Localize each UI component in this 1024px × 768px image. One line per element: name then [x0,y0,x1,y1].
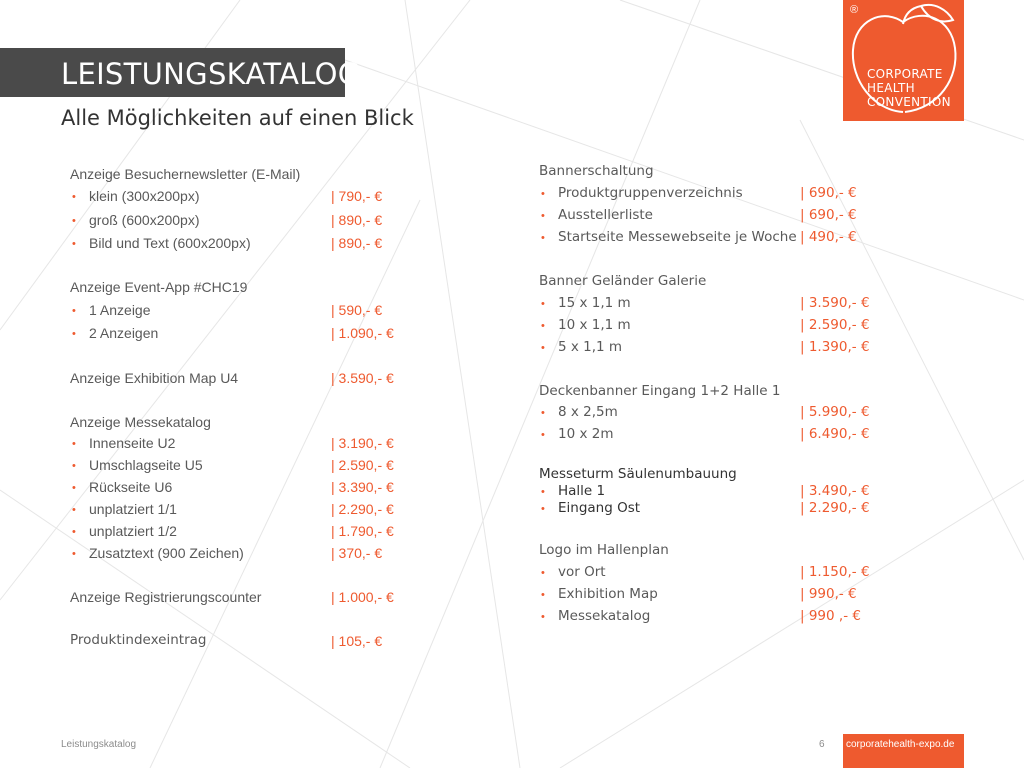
bullet: • [72,548,76,560]
item-label: Zusatztext (900 Zeichen) [89,545,244,561]
item-price: | 990,- € [800,586,857,602]
item-price: | 1.150,- € [800,564,870,580]
item-price: | 1.090,- € [331,325,394,341]
section-heading: Anzeige Event-App #CHC19 [70,279,248,295]
item-label: Rückseite U6 [89,479,173,495]
item-price: | 3.190,- € [331,435,394,451]
bullet: • [541,298,545,310]
item-label: 1 Anzeige [89,302,151,318]
item-price: | 1.000,- € [331,589,394,605]
item-price: | 3.490,- € [800,483,870,499]
bullet: • [72,328,76,340]
item-label: Startseite Messewebseite je Woche [558,229,797,245]
item-price: | 3.390,- € [331,479,394,495]
bullet: • [72,305,76,317]
bullet: • [541,486,545,498]
logo-line: CORPORATE [867,67,943,81]
item-label: 15 x 1,1 m [558,295,631,311]
page-number: 6 [819,739,825,750]
item-price: | 2.590,- € [800,317,870,333]
bullet: • [541,567,545,579]
item-price: | 590,- € [331,302,383,318]
item-label: 10 x 2m [558,426,614,442]
item-label: Eingang Ost [558,500,641,516]
item-label: Halle 1 [558,483,606,499]
bullet: • [72,460,76,472]
bullet: • [72,215,76,227]
item-price: | 2.290,- € [331,501,394,517]
item-label: unplatziert 1/2 [89,523,177,539]
bullet: • [541,232,545,244]
item-price: | 1.790,- € [331,523,394,539]
item-price: | 690,- € [800,185,857,201]
item-price: | 890,- € [331,212,383,228]
registered-mark: ® [850,4,859,16]
bullet: • [541,188,545,200]
item-price: | 5.990,- € [800,404,870,420]
footer-url-link[interactable]: corporatehealth-expo.de [843,734,964,768]
item-label: Exhibition Map [558,586,658,602]
item-price: | 890,- € [331,235,383,251]
bullet: • [541,407,545,419]
item-label: unplatziert 1/1 [89,501,177,517]
item-label: Innenseite U2 [89,435,176,451]
item-label: Umschlagseite U5 [89,457,203,473]
section-heading: Anzeige Registrierungscounter [70,589,262,605]
logo-wordmark [867,67,951,109]
section-heading: Produktindexeintrag [70,632,207,648]
bullet: • [72,526,76,538]
footer-title: Leistungskatalog [61,739,137,750]
item-label: groß (600x200px) [89,212,200,228]
item-price: | 3.590,- € [331,370,394,386]
item-price: | 6.490,- € [800,426,870,442]
item-price: | 3.590,- € [800,295,870,311]
bullet: • [541,589,545,601]
bullet: • [541,429,545,441]
item-price: | 1.390,- € [800,339,870,355]
logo-line: HEALTH [867,81,916,95]
section-heading: Bannerschaltung [539,163,654,179]
bullet: • [72,238,76,250]
item-label: 5 x 1,1 m [558,339,623,355]
section-heading: Anzeige Exhibition Map U4 [70,370,239,386]
bullet: • [541,342,545,354]
bullet: • [72,438,76,450]
item-label: klein (300x200px) [89,188,200,204]
item-label: vor Ort [558,564,606,580]
section-heading: Banner Geländer Galerie [539,273,707,289]
item-price: | 2.590,- € [331,457,394,473]
item-price: | 990 ,- € [800,608,861,624]
section-heading: Anzeige Besuchernewsletter (E-Mail) [70,166,301,182]
section-heading: Deckenbanner Eingang 1+2 Halle 1 [539,383,781,399]
item-label: 2 Anzeigen [89,325,159,341]
section-heading: Logo im Hallenplan [539,542,669,558]
section-heading: Anzeige Messekatalog [70,414,211,430]
item-price: | 690,- € [800,207,857,223]
item-price: | 370,- € [331,545,383,561]
bullet: • [72,191,76,203]
section-heading: Messeturm Säulenumbauung [539,466,737,482]
item-label: Bild und Text (600x200px) [89,235,251,251]
item-label: Messekatalog [558,608,651,624]
bullet: • [72,482,76,494]
page-subtitle: Alle Möglichkeiten auf einen Blick [61,106,414,130]
bullet: • [541,611,545,623]
item-label: 10 x 1,1 m [558,317,631,333]
item-label: 8 x 2,5m [558,404,618,420]
item-price: | 490,- € [800,229,857,245]
item-label: Ausstellerliste [558,207,653,223]
item-label: Produktgruppenverzeichnis [558,185,743,201]
page-title: LEISTUNGSKATALOG [61,57,361,91]
bullet: • [541,503,545,515]
bullet: • [541,320,545,332]
bullet: • [72,504,76,516]
bullet: • [541,210,545,222]
item-price: | 790,- € [331,188,383,204]
logo-line: CONVENTION [867,95,951,109]
item-price: | 105,- € [331,633,383,649]
item-price: | 2.290,- € [800,500,870,516]
